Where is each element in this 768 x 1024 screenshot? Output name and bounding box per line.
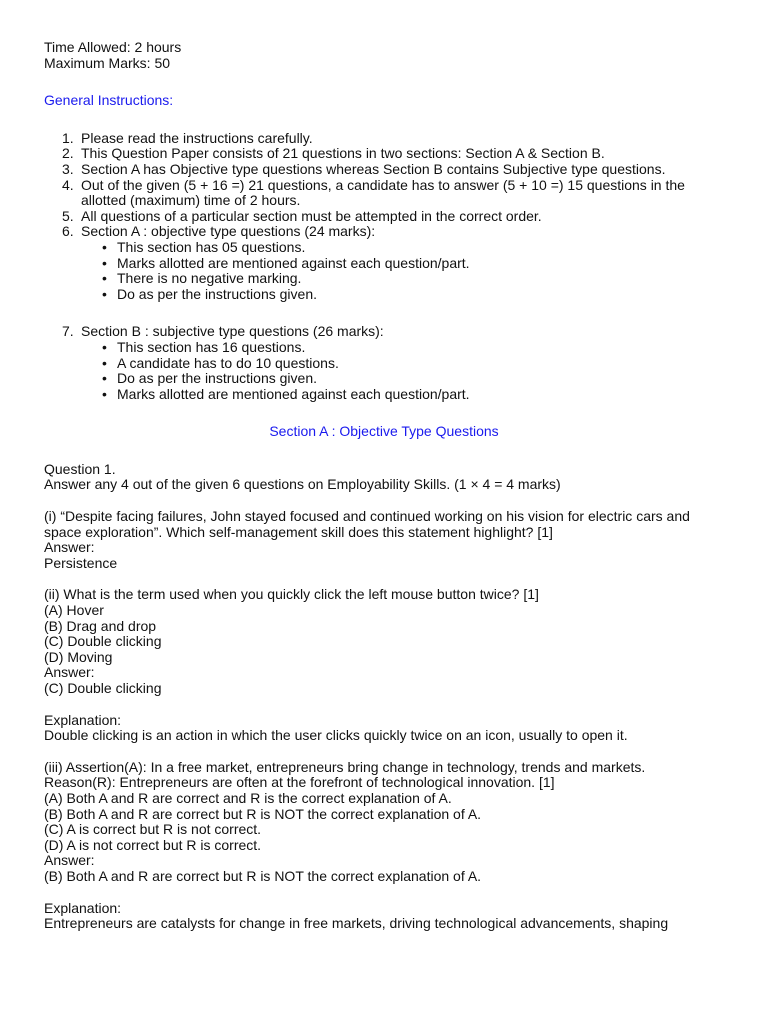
instruction-number: 3. <box>62 160 74 177</box>
instruction-number: 1. <box>62 129 74 146</box>
bullet-item: • There is no negative marking. <box>117 271 724 287</box>
bullet-item: • Do as per the instructions given. <box>117 371 724 387</box>
bullet-item: • Marks allotted are mentioned against each question/part. <box>117 387 724 403</box>
instruction-number: 7. <box>62 323 74 340</box>
instruction-number: 5. <box>62 207 74 224</box>
section-b-bullets <box>44 340 724 402</box>
instruction-number: 4. <box>62 176 74 193</box>
instruction-number: 2. <box>62 145 74 162</box>
question-i-text-continued: space exploration”. Which self-management skill does this statement highlight? [1] <box>44 523 553 540</box>
answer-text: (B) Both A and R are correct but R is NOT the correct explanation of A. <box>44 867 482 884</box>
instruction-text: Out of the given (5 + 16 =) 21 questions, a candidate has to answer (5 + 10 =) 15 questions in the <box>81 176 685 193</box>
instructions-list-continued <box>44 324 724 340</box>
option-item: (D) A is not correct but R is correct. <box>44 836 262 853</box>
explanation-text: Entrepreneurs are catalysts for change in free markets, driving technological advancements, shaping <box>44 915 669 932</box>
option-item: (A) Hover <box>44 602 104 619</box>
instruction-item <box>44 146 724 162</box>
section-a-title: Section A : Objective Type Questions <box>269 423 499 440</box>
instruction-item <box>44 131 724 147</box>
question-i-text: (i) “Despite facing failures, John stayed focused and continued working on his vision for electric cars and <box>44 508 690 525</box>
option-item: (C) A is correct but R is not correct. <box>44 821 262 838</box>
question-iii-reason: Reason(R): Entrepreneurs are often at the forefront of technological innovation. [1] <box>44 774 555 791</box>
option-item: (B) Drag and drop <box>44 617 157 634</box>
instruction-item <box>44 324 724 340</box>
instruction-item <box>44 162 724 178</box>
option-item: (D) Moving <box>44 648 113 665</box>
answer-label: Answer: <box>44 539 95 556</box>
explanation-label: Explanation: <box>44 711 122 728</box>
answer-text: (C) Double clicking <box>44 680 162 696</box>
instruction-text: Section B : subjective type questions (26 marks): <box>81 323 384 340</box>
bullet-item: • Marks allotted are mentioned against each question/part. <box>117 256 724 272</box>
explanation-label: Explanation: <box>44 899 122 916</box>
answer-label: Answer: <box>44 852 95 869</box>
time-allowed: Time Allowed: 2 hours <box>44 39 182 55</box>
option-item: (B) Both A and R are correct but R is NOT the correct explanation of A. <box>44 805 482 822</box>
question-ii-text: (ii) What is the term used when you quickly click the left mouse button twice? [1] <box>44 586 539 603</box>
instruction-text-continued: allotted (maximum) time of 2 hours. <box>81 192 301 209</box>
instruction-item <box>44 209 724 225</box>
question-intro: Answer any 4 out of the given 6 questions on Employability Skills. (1 × 4 = 4 marks) <box>44 476 561 493</box>
instruction-number: 6. <box>62 223 74 240</box>
bullet-item: • A candidate has to do 10 questions. <box>117 356 724 372</box>
instruction-item <box>44 224 724 240</box>
bullet-item: • This section has 05 questions. <box>117 240 724 256</box>
bullet-item: • Do as per the instructions given. <box>117 287 724 303</box>
answer-text: Persistence <box>44 554 118 571</box>
instruction-text: All questions of a particular section must be attempted in the correct order. <box>81 207 542 224</box>
instruction-item <box>44 178 724 209</box>
general-instructions-title: General Instructions: <box>44 92 174 109</box>
answer-label: Answer: <box>44 664 95 681</box>
question-iii-assertion: (iii) Assertion(A): In a free market, entrepreneurs bring change in technology, trends and markets. <box>44 758 646 775</box>
option-item: (C) Double clicking <box>44 633 162 650</box>
maximum-marks: Maximum Marks: 50 <box>44 54 171 71</box>
instruction-text: Please read the instructions carefully. <box>81 129 313 146</box>
instructions-list <box>44 131 724 240</box>
bullet-item: • This section has 16 questions. <box>117 340 724 356</box>
section-a-bullets <box>44 240 724 302</box>
question-label: Question 1. <box>44 460 116 477</box>
option-item: (A) Both A and R are correct and R is the correct explanation of A. <box>44 789 452 806</box>
explanation-text: Double clicking is an action in which the user clicks quickly twice on an icon, usually to open it. <box>44 727 628 744</box>
instruction-text: Section A : objective type questions (24 marks): <box>81 223 376 240</box>
instruction-text: Section A has Objective type questions whereas Section B contains Subjective type questions. <box>81 160 666 177</box>
instruction-text: This Question Paper consists of 21 questions in two sections: Section A & Section B. <box>81 145 605 162</box>
